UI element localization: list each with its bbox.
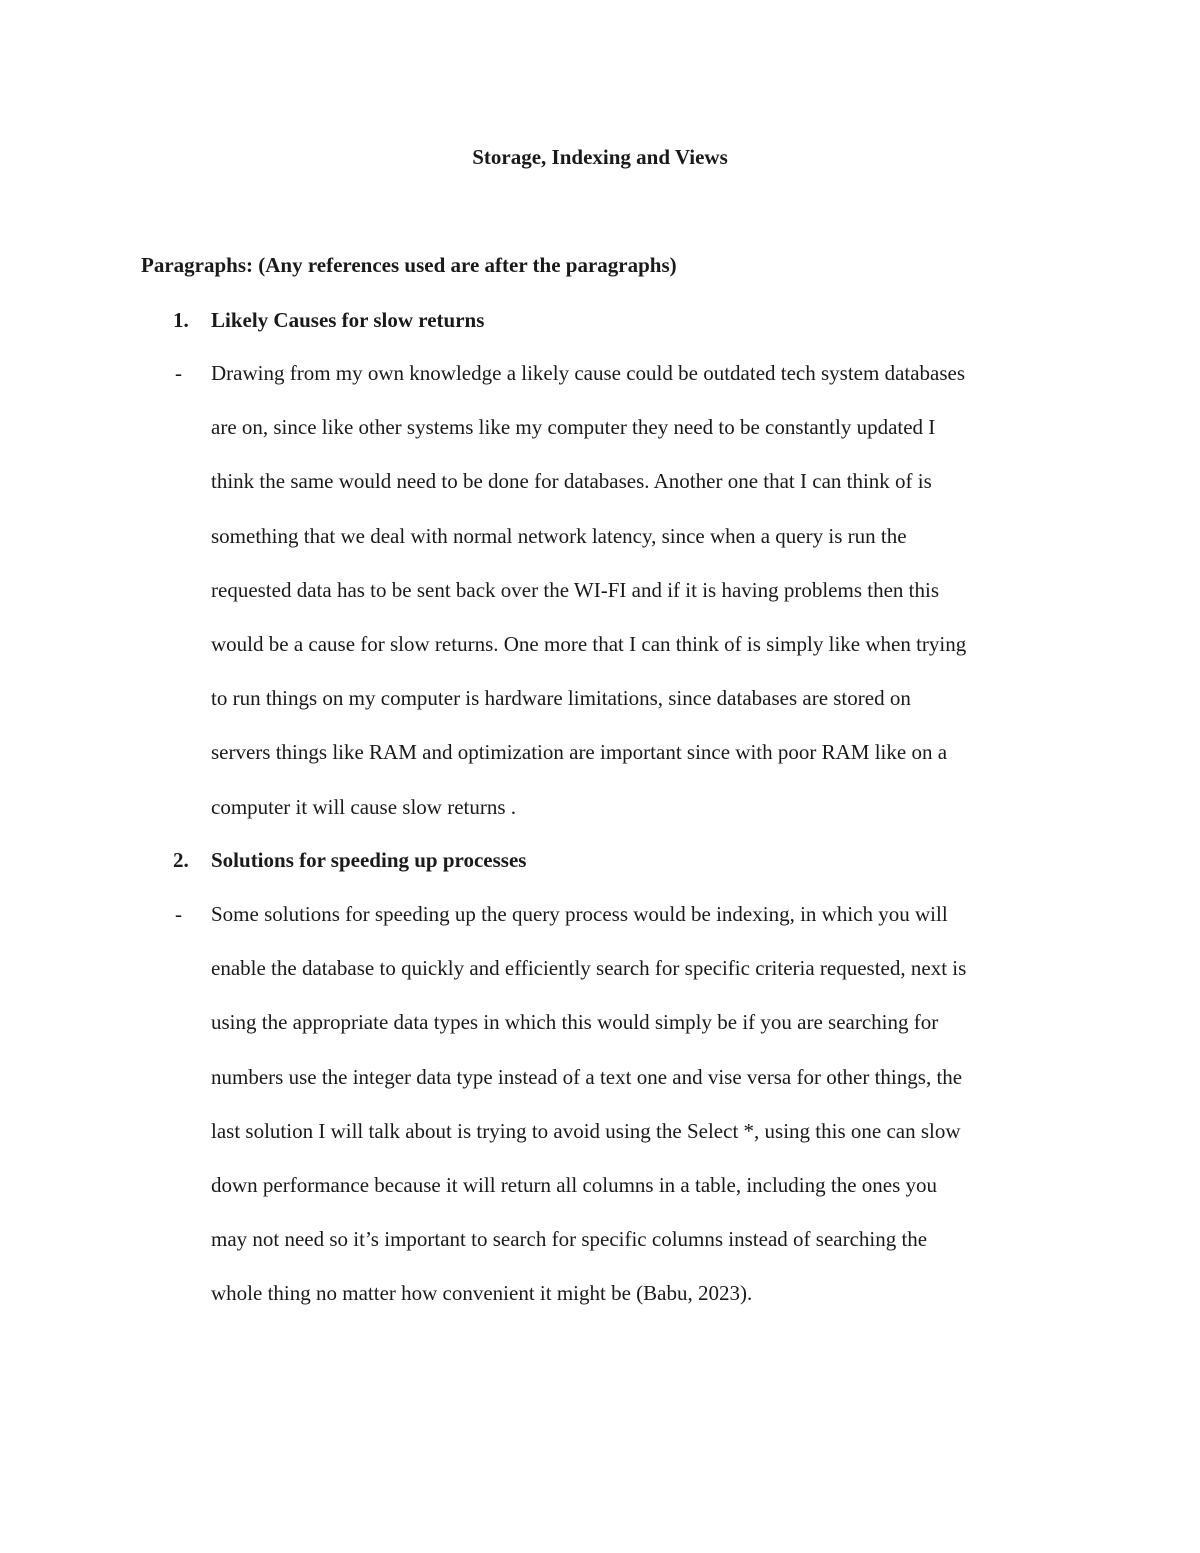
section-1-title <box>173 305 484 335</box>
section-1-paragraph <box>211 358 1081 846</box>
paragraph-line: Some solutions for speeding up the query process would be indexing, in which you will <box>211 902 948 926</box>
paragraph-line: computer it will cause slow returns . <box>211 794 517 819</box>
paragraph-line: down performance because it will return all columns in a table, including the ones you <box>211 1172 938 1197</box>
section-2-number: 2. <box>173 848 189 872</box>
paragraph-line: enable the database to quickly and efficiently search for specific criteria requested, next is <box>211 956 967 981</box>
paragraph-line: last solution I will talk about is trying to avoid using the Select *, using this one can slow <box>211 1118 961 1143</box>
section-2-title <box>173 845 526 875</box>
paragraph-line: requested data has to be sent back over the WI-FI and if it is having problems then this <box>211 577 940 602</box>
section-2-paragraph <box>211 899 1081 1333</box>
paragraphs-heading: Paragraphs: (Any references used are after the paragraphs) <box>141 253 677 277</box>
paragraph-line: would be a cause for slow returns. One more that I can think of is simply like when trying <box>211 631 967 656</box>
paragraph-line: something that we deal with normal network latency, since when a query is run the <box>211 523 907 548</box>
paragraph-line: may not need so it’s important to search for specific columns instead of searching the <box>211 1227 928 1252</box>
document-title: Storage, Indexing and Views <box>472 145 728 169</box>
paragraph-line: to run things on my computer is hardware limitations, since databases are stored on <box>211 686 911 711</box>
section-1-bullet: - <box>175 361 182 385</box>
paragraph-line: numbers use the integer data type instead of a text one and vise versa for other things, the <box>211 1064 963 1089</box>
section-2-title-text: Solutions for speeding up processes <box>211 848 527 872</box>
section-1-number: 1. <box>173 308 189 332</box>
paragraph-line: Drawing from my own knowledge a likely cause could be outdated tech system databases <box>211 361 966 385</box>
paragraph-line: servers things like RAM and optimization are important since with poor RAM like on a <box>211 740 948 765</box>
paragraph-line: using the appropriate data types in which this would simply be if you are searching for <box>211 1010 939 1035</box>
paragraph-line: are on, since like other systems like my computer they need to be constantly updated I <box>211 415 936 440</box>
section-1-title-text: Likely Causes for slow returns <box>211 308 485 332</box>
paragraph-line: whole thing no matter how convenient it might be (Babu, 2023). <box>211 1281 753 1306</box>
paragraph-line: think the same would need to be done for databases. Another one that I can think of is <box>211 469 932 494</box>
section-2-bullet: - <box>175 902 182 926</box>
